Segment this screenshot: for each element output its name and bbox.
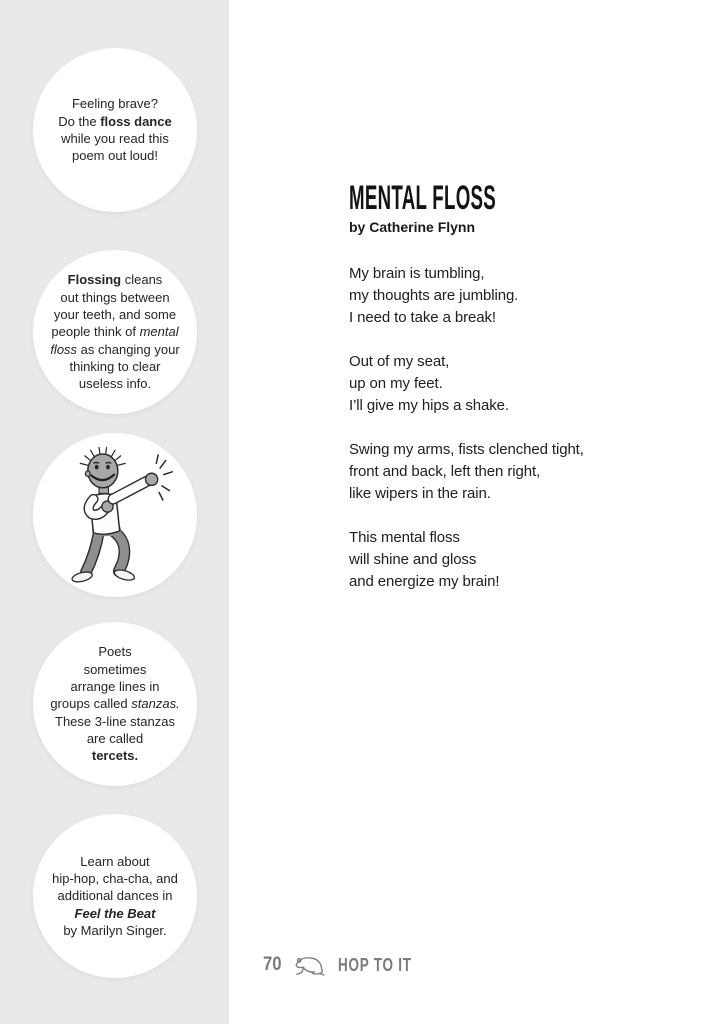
note-text — [38, 271, 191, 392]
note-text-segment: cleans — [121, 272, 163, 288]
note-text-segment: These 3-line stanzas — [55, 713, 175, 729]
note-text-segment: by Marilyn Singer. — [63, 922, 167, 938]
note-text-segment: Feeling brave? — [71, 96, 158, 112]
poem-line: front and back, left then right, — [349, 463, 541, 480]
poem-line: Swing my arms, fists clenched tight, — [349, 441, 584, 458]
note-text-segment: mental — [139, 324, 179, 340]
note-text-segment: as changing your — [77, 341, 180, 357]
note-text — [40, 853, 190, 939]
note-text-segment: poem out loud! — [71, 148, 158, 164]
poem-stanza — [349, 527, 689, 593]
note-text-segment: Learn about — [80, 853, 150, 869]
poem-line: Out of my seat, — [349, 353, 450, 370]
note-text-segment: while you read this — [61, 131, 169, 146]
poem-section — [349, 179, 689, 615]
poem-line: My brain is tumbling, — [349, 265, 485, 282]
poem-line: I need to take a break! — [349, 309, 496, 326]
note-text-segment: your teeth, and some — [53, 307, 177, 323]
poem-byline: by Catherine Flynn — [349, 219, 476, 235]
note-bubble-poetry-term — [33, 622, 197, 786]
poem-line: I’ll give my hips a shake. — [349, 397, 509, 414]
note-text-segment: thinking to clear — [69, 358, 161, 374]
note-bubble-book-recommendation — [33, 814, 197, 978]
note-bubble-definition — [33, 250, 197, 414]
poem-stanza — [349, 351, 689, 417]
note-text-segment: tercets. — [91, 748, 139, 764]
note-text-segment: Poets — [98, 644, 132, 660]
note-text-segment: are called — [86, 730, 144, 746]
note-bubble-illustration — [33, 433, 197, 597]
sidebar — [0, 0, 229, 1024]
note-text-segment: useless info. — [78, 376, 152, 392]
note-text-segment: additional dances in — [57, 888, 173, 904]
note-text-segment: arrange lines in — [70, 679, 160, 695]
note-text-segment: Feel the Beat — [74, 905, 156, 921]
note-bubble-activity — [33, 48, 197, 212]
note-text — [38, 643, 191, 764]
poem-title: MENTAL FLOSS — [349, 179, 497, 217]
poem-line: This mental floss — [349, 529, 460, 546]
frog-icon — [293, 952, 327, 978]
note-text-segment: out things between — [60, 289, 170, 305]
poem-line: and energize my brain! — [349, 573, 500, 590]
book-title: HOP TO IT — [338, 955, 412, 975]
note-text-segment: hip-hop, cha-cha, and — [52, 871, 178, 887]
poem-line: like wipers in the rain. — [349, 485, 491, 502]
note-text-segment: floss — [50, 341, 78, 357]
poem-line: will shine and gloss — [349, 551, 477, 568]
floss-dance-kid-illustration — [54, 444, 176, 586]
poem-line: my thoughts are jumbling. — [349, 287, 519, 304]
note-text-segment: Do the — [58, 113, 101, 129]
note-text-segment: sometimes — [83, 661, 147, 677]
poem-stanza — [349, 439, 689, 505]
note-text — [46, 95, 183, 164]
note-text-segment: floss dance — [100, 113, 172, 129]
page-footer — [263, 950, 437, 980]
note-text-segment: groups called — [50, 696, 132, 712]
poem-line: up on my feet. — [349, 375, 443, 392]
note-text-segment: stanzas. — [131, 696, 180, 712]
note-text-segment: Flossing — [67, 272, 122, 288]
poem-body — [349, 263, 689, 593]
note-text-segment: people think of — [51, 324, 140, 340]
page-number: 70 — [263, 954, 282, 975]
poem-stanza — [349, 263, 689, 329]
